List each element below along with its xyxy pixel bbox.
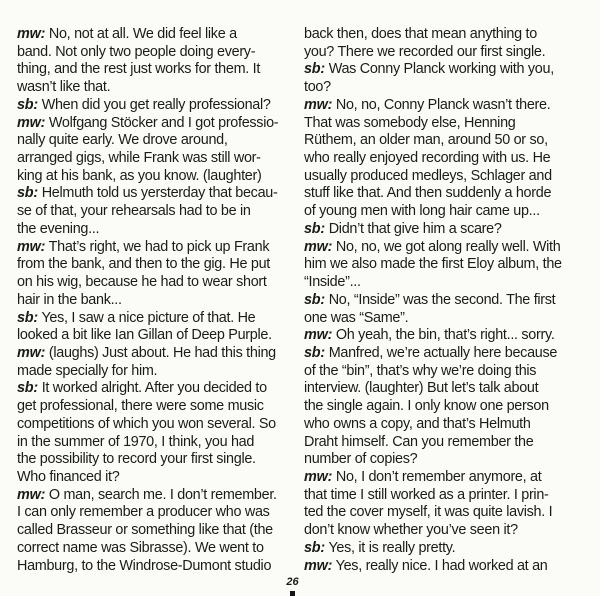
speaker-label: mw: bbox=[304, 96, 333, 113]
text-line: sb: Yes, I saw a nice picture of that. He bbox=[17, 309, 256, 326]
text-line: too? bbox=[304, 79, 331, 96]
text-line: sb: Was Conny Planck working with you, bbox=[304, 61, 554, 78]
speaker-label: mw: bbox=[17, 486, 46, 503]
text-line: wasn’t like that. bbox=[17, 79, 111, 96]
speaker-label: mw: bbox=[304, 468, 333, 485]
speaker-label: mw: bbox=[17, 238, 46, 255]
text-line: mw: No, not at all. We did feel like a bbox=[17, 26, 237, 42]
text-line: mw: Oh yeah, the bin, that’s right... sorry. bbox=[304, 327, 555, 344]
text-column-right bbox=[304, 26, 596, 575]
text-line: sb: No, “Inside” was the second. The first bbox=[304, 291, 556, 308]
text-line: who owns a copy, and that’s Helmuth bbox=[304, 415, 531, 432]
text-line: sb: Yes, it is really pretty. bbox=[304, 539, 456, 556]
text-column-left bbox=[17, 26, 309, 575]
text-line: him we also made the first Eloy album, the bbox=[304, 256, 562, 273]
text-line: king at his bank, as you know. (laughter) bbox=[17, 167, 262, 184]
text-line: Who financed it? bbox=[17, 468, 120, 485]
speaker-label: sb: bbox=[17, 380, 38, 397]
text-line: sb: Manfred, we’re actually here because bbox=[304, 344, 558, 361]
text-line: on his wig, because he had to wear short bbox=[17, 274, 267, 291]
text-line: sb: It worked alright. After you decided to bbox=[17, 380, 267, 397]
speaker-label: sb: bbox=[17, 96, 38, 113]
text-line: correct name was Sibrasse). We went to bbox=[17, 539, 264, 556]
speaker-label: sb: bbox=[304, 220, 325, 237]
text-line: mw: Yes, really nice. I had worked at an bbox=[304, 557, 548, 574]
text-line: Draht himself. Can you remember the bbox=[304, 433, 534, 450]
text-line: mw: No, no, we got along really well. With bbox=[304, 238, 561, 255]
text-line: the single again. I only know one person bbox=[304, 398, 549, 415]
text-line: mw: No, I don’t remember anymore, at bbox=[304, 468, 542, 485]
speaker-label: mw: bbox=[304, 327, 333, 344]
text-line: called Brasseur or something like that (the bbox=[17, 522, 273, 539]
text-line: sb: Didn’t that give him a scare? bbox=[304, 220, 502, 237]
speaker-label: mw: bbox=[17, 26, 46, 42]
text-line: sb: When did you get really professional? bbox=[17, 96, 271, 113]
speaker-label: sb: bbox=[304, 61, 325, 78]
text-line: competitions of which you won several. So bbox=[17, 415, 276, 432]
page-number: 26 bbox=[286, 576, 299, 588]
text-line: ted the cover myself, it was quite lavish. I bbox=[304, 504, 553, 521]
speaker-label: sb: bbox=[304, 539, 325, 556]
text-line: sb: Helmuth told us yersterday that becau- bbox=[17, 185, 278, 202]
text-line: band. Not only two people doing every- bbox=[17, 43, 256, 60]
text-line: hair in the bank... bbox=[17, 291, 122, 308]
text-line: usually produced medleys, Schlager and bbox=[304, 167, 552, 184]
text-line: looked a bit like Ian Gillan of Deep Purple. bbox=[17, 327, 272, 344]
text-line: back then, does that mean anything to bbox=[304, 26, 537, 42]
speaker-label: mw: bbox=[17, 344, 46, 361]
page-footer bbox=[0, 572, 585, 596]
speaker-label: sb: bbox=[17, 185, 38, 202]
text-line: number of copies? bbox=[304, 451, 418, 468]
text-line: se of that, your rehearsals had to be in bbox=[17, 203, 251, 220]
text-line: that time I still worked as a printer. I prin- bbox=[304, 486, 549, 503]
text-line: That was somebody else, Henning bbox=[304, 114, 516, 131]
speaker-label: mw: bbox=[304, 557, 333, 574]
text-line: of the “bin”, that’s why we’re doing this bbox=[304, 362, 537, 379]
speaker-label: sb: bbox=[17, 309, 38, 326]
text-line: interview. (laughter) But let’s talk about bbox=[304, 380, 539, 397]
text-line: from the bank, and then to the gig. He put bbox=[17, 256, 271, 273]
text-line: you? There we recorded our first single. bbox=[304, 43, 546, 60]
text-line: made specially for him. bbox=[17, 362, 158, 379]
text-line: thing, and the rest just works for them. It bbox=[17, 61, 261, 78]
speaker-label: mw: bbox=[304, 238, 333, 255]
text-line: who really enjoyed recording with us. He bbox=[304, 150, 551, 167]
text-line: I can only remember a producer who was bbox=[17, 504, 270, 521]
text-line: mw: That’s right, we had to pick up Frank bbox=[17, 238, 270, 255]
text-line: mw: (laughs) Just about. He had this thing bbox=[17, 344, 276, 361]
text-line: don’t know whether you’ve seen it? bbox=[304, 522, 518, 539]
text-line: of young men with long hair came up... bbox=[304, 203, 540, 220]
text-line: in the summer of 1970, I think, you had bbox=[17, 433, 255, 450]
text-line: the evening... bbox=[17, 220, 100, 237]
text-line: mw: O man, search me. I don’t remember. bbox=[17, 486, 277, 503]
speaker-label: sb: bbox=[304, 344, 325, 361]
speaker-label: sb: bbox=[304, 291, 325, 308]
text-line: stuff like that. And then suddenly a horde bbox=[304, 185, 552, 202]
text-line: nally quite early. We drove around, bbox=[17, 132, 228, 149]
text-line: get professional, there were some music bbox=[17, 398, 264, 415]
text-line: one was “Same”. bbox=[304, 309, 409, 326]
text-line: mw: No, no, Conny Planck wasn’t there. bbox=[304, 96, 551, 113]
speaker-label: mw: bbox=[17, 114, 46, 131]
footer-square-marker bbox=[290, 591, 295, 596]
text-line: mw: Wolfgang Stöcker and I got professio- bbox=[17, 114, 279, 131]
text-line: Hamburg, to the Windrose-Dumont studio bbox=[17, 557, 272, 574]
text-line: “Inside”... bbox=[304, 274, 361, 291]
text-line: Rüthem, an older man, around 50 or so, bbox=[304, 132, 548, 149]
text-line: arranged gigs, while Frank was still wor- bbox=[17, 150, 261, 167]
text-line: the possibility to record your first single. bbox=[17, 451, 256, 468]
